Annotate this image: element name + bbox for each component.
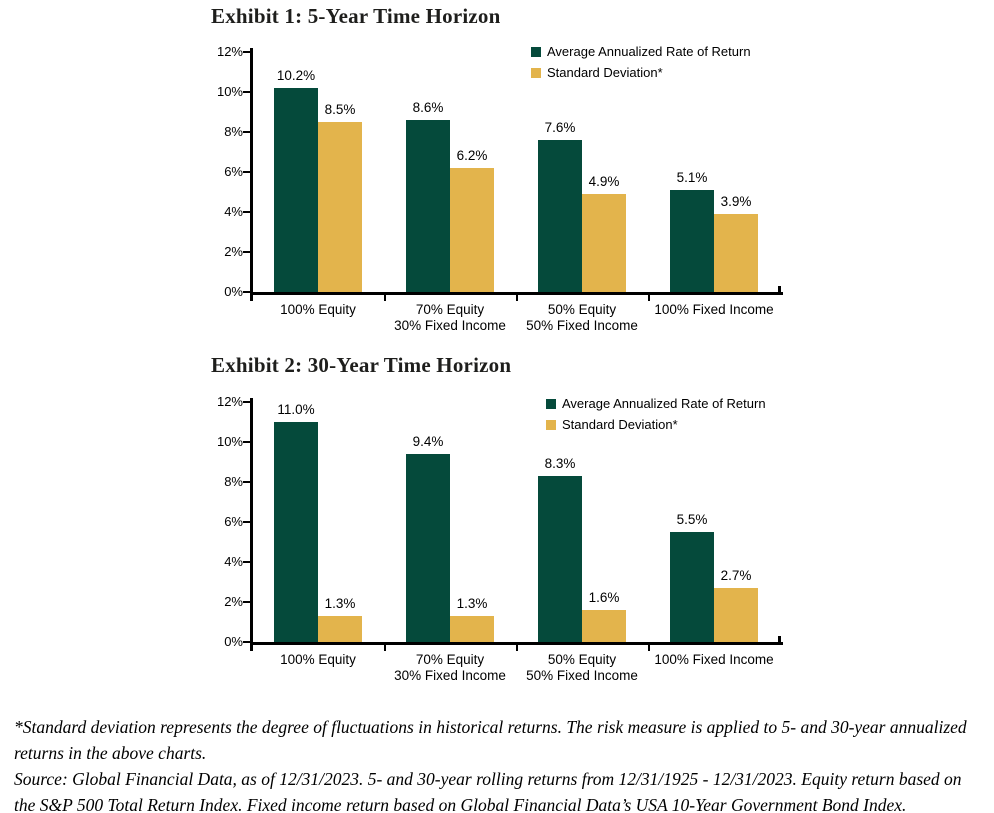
legend-item xyxy=(546,396,766,411)
y-axis-label: 4% xyxy=(224,554,243,569)
footnote-line-4: the S&P 500 Total Return Index. Fixed income return based on Global Financial Data’s USA 10-Year Government Bond Index. xyxy=(14,795,907,813)
category-label: 30% Fixed Income xyxy=(394,668,506,683)
footnote-line-2: returns in the above charts. xyxy=(14,743,207,763)
category-label: 50% Fixed Income xyxy=(526,318,638,333)
bar-value-label: 9.4% xyxy=(412,434,444,449)
y-axis-label: 0% xyxy=(224,284,243,299)
bar-return xyxy=(406,454,450,642)
y-axis-label: 8% xyxy=(224,124,243,139)
bar-value-label: 3.9% xyxy=(720,194,752,209)
y-axis-label: 10% xyxy=(216,434,243,449)
chart-title: Exhibit 2: 30-Year Time Horizon xyxy=(211,353,512,377)
footnote-line-1: *Standard deviation represents the degree of fluctuations in historical returns. The risk measure is applied to 5- and 30-year annualized xyxy=(14,717,967,737)
x-tick xyxy=(516,645,518,651)
chart-title: Exhibit 1: 5-Year Time Horizon xyxy=(211,4,501,28)
category-label: 100% Equity xyxy=(280,652,356,667)
bar-return xyxy=(538,476,582,642)
bar-value-label: 4.9% xyxy=(588,174,620,189)
y-axis-label: 8% xyxy=(224,474,243,489)
category-label: 50% Equity xyxy=(547,302,617,317)
y-axis-label: 12% xyxy=(216,394,243,409)
y-axis-label: 2% xyxy=(224,244,243,259)
y-tick xyxy=(243,481,250,483)
y-axis-label: 4% xyxy=(224,204,243,219)
bar-value-label: 2.7% xyxy=(720,568,752,583)
bar-value-label: 8.3% xyxy=(544,456,576,471)
x-end-tick xyxy=(778,636,781,642)
category-label: 50% Equity xyxy=(547,652,617,667)
x-tick xyxy=(648,645,650,651)
y-axis xyxy=(250,398,253,651)
bar-value-label: 11.0% xyxy=(277,402,315,417)
bar-value-label: 8.6% xyxy=(412,100,444,115)
footnote-line-3: Source: Global Financial Data, as of 12/31/2023. 5- and 30-year rolling returns from 12/31/1925 - 12/31/2023. Equity return based on xyxy=(14,769,962,789)
category-label: 30% Fixed Income xyxy=(394,318,506,333)
y-tick xyxy=(243,441,250,443)
y-tick xyxy=(243,401,250,403)
y-axis-label: 6% xyxy=(224,164,243,179)
legend-item xyxy=(546,417,678,432)
legend-label: Average Annualized Rate of Return xyxy=(562,396,766,411)
bar-value-label: 1.6% xyxy=(588,590,620,605)
y-tick xyxy=(243,641,250,643)
category-label: 100% Fixed Income xyxy=(654,652,774,667)
category-label: 70% Equity xyxy=(415,302,485,317)
y-axis-label: 0% xyxy=(224,634,243,649)
category-label: 100% Fixed Income xyxy=(654,302,774,317)
y-axis-label: 10% xyxy=(216,84,243,99)
return-legend-swatch xyxy=(546,399,556,409)
bar-stdev xyxy=(450,616,494,642)
y-tick xyxy=(243,561,250,563)
bar-value-label: 7.6% xyxy=(544,120,576,135)
stdev-legend-swatch xyxy=(546,420,556,430)
footnotes xyxy=(14,714,982,813)
bar-value-label: 5.5% xyxy=(676,512,708,527)
y-axis-label: 12% xyxy=(216,44,243,59)
bar-stdev xyxy=(318,616,362,642)
category-label: 100% Equity xyxy=(280,302,356,317)
bar-value-label: 1.3% xyxy=(456,596,488,611)
bar-return xyxy=(670,532,714,642)
bar-value-label: 1.3% xyxy=(324,596,356,611)
y-axis-label: 2% xyxy=(224,594,243,609)
y-axis-label: 6% xyxy=(224,514,243,529)
bar-value-label: 10.2% xyxy=(276,68,316,83)
category-label: 70% Equity xyxy=(415,652,485,667)
legend-label: Standard Deviation* xyxy=(547,65,663,80)
legend-label: Standard Deviation* xyxy=(562,417,678,432)
y-tick xyxy=(243,601,250,603)
category-label: 50% Fixed Income xyxy=(526,668,638,683)
x-tick xyxy=(384,645,386,651)
legend-label: Average Annualized Rate of Return xyxy=(547,44,751,59)
bar-value-label: 8.5% xyxy=(324,102,356,117)
bar-value-label: 6.2% xyxy=(456,148,488,163)
bar-stdev xyxy=(582,610,626,642)
bar-stdev xyxy=(714,588,758,642)
bar-value-label: 5.1% xyxy=(676,170,708,185)
y-tick xyxy=(243,521,250,523)
